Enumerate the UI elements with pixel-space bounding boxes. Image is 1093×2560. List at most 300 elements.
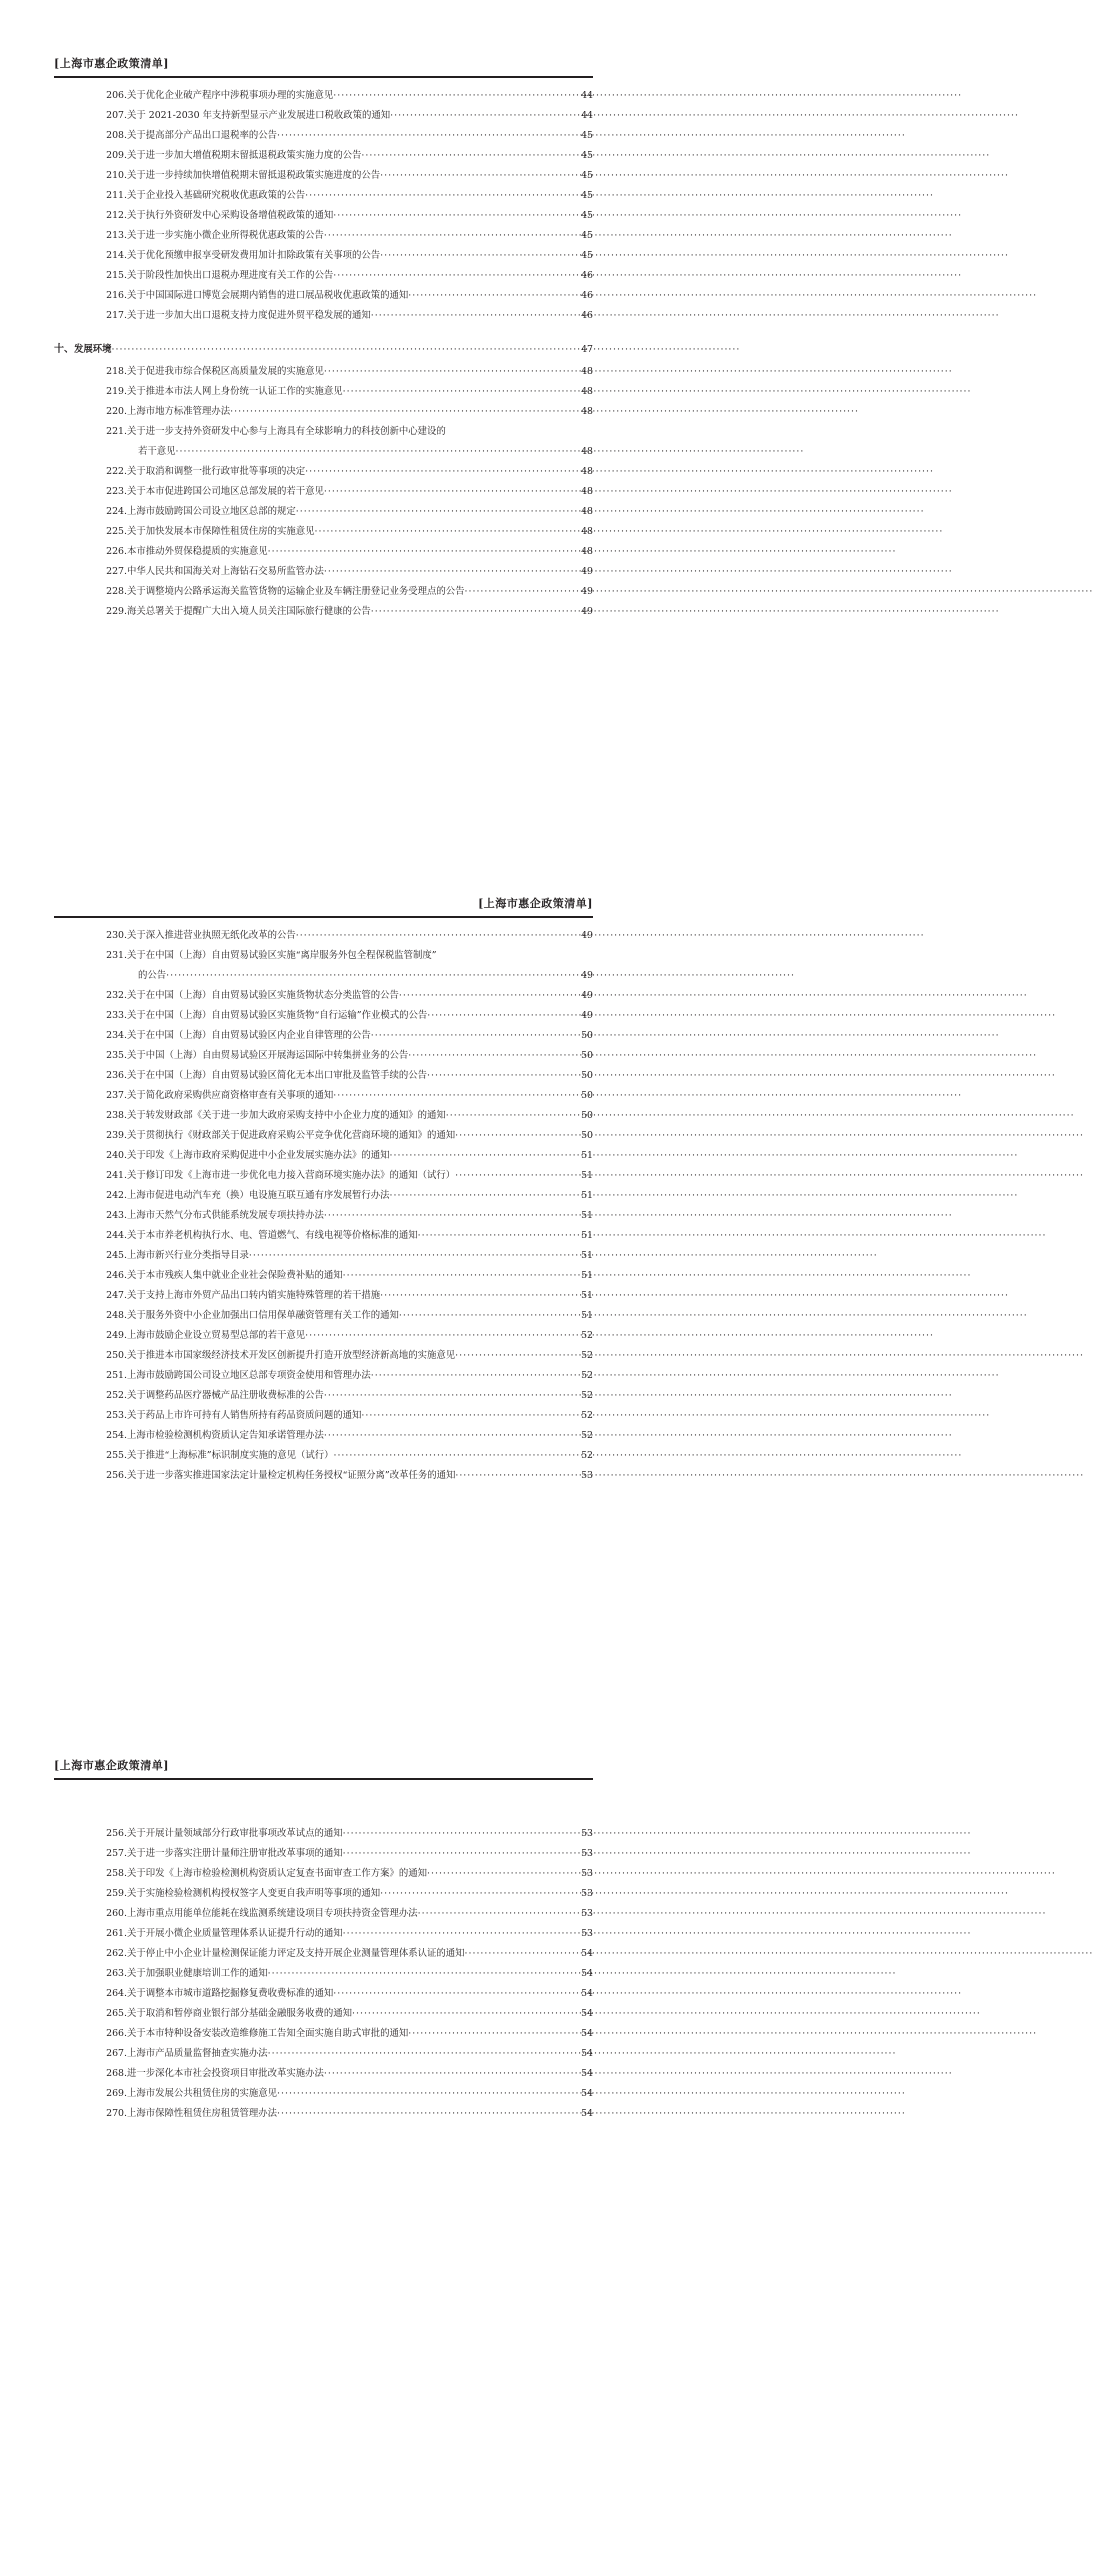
toc-entry-title: 关于进一步落实注册计量师注册审批改革事项的通知	[127, 1848, 343, 1859]
toc-entry-title: 关于简化政府采购供应商资格审查有关事项的通知	[127, 1090, 334, 1101]
toc-entry-title: 关于进一步实施小微企业所得税优惠政策的公告	[127, 230, 324, 241]
toc-entry	[54, 186, 593, 206]
toc-entry	[54, 562, 593, 582]
toc-entry-page: 53	[581, 1888, 593, 1899]
toc-entry-number: 221.	[106, 426, 127, 437]
toc-dot-leader	[361, 1406, 580, 1426]
toc-entry-title: 关于深入推进营业执照无纸化改革的公告	[127, 930, 296, 941]
toc-dot-leader	[455, 1166, 580, 1186]
toc-entry-number: 246.	[106, 1270, 127, 1281]
toc-entry-number: 268.	[106, 2068, 127, 2079]
toc-entry-title: 关于提高部分产品出口退税率的公告	[127, 130, 278, 141]
toc-entry-page: 48	[581, 446, 593, 457]
toc-entry	[54, 1126, 593, 1146]
toc-entry-page: 48	[581, 366, 593, 377]
toc-entry-title-cont: 若干意见	[138, 446, 176, 457]
toc-dot-leader	[371, 306, 580, 326]
toc-entry-title: 关于加强职业健康培训工作的通知	[127, 1968, 268, 1979]
toc-entry-number: 231.	[106, 950, 127, 961]
toc-entry-title: 关于在中国（上海）自由贸易试验区内企业自律管理的公告	[127, 1030, 371, 1041]
toc-dot-leader	[268, 1964, 580, 1984]
toc-entry	[54, 106, 593, 126]
toc-entry-number: 208.	[106, 130, 127, 141]
toc-entry	[54, 2064, 593, 2084]
toc-dot-leader	[390, 106, 580, 126]
toc-entry-title: 关于转发财政部《关于进一步加大政府采购支持中小企业力度的通知》的通知	[127, 1110, 446, 1121]
toc-entry-title: 中华人民共和国海关对上海钻石交易所监管办法	[127, 566, 324, 577]
toc-entry	[54, 1186, 593, 1206]
toc-dot-leader	[324, 362, 580, 382]
toc-entry-page: 46	[581, 290, 593, 301]
toc-entry-number: 251.	[106, 1370, 127, 1381]
toc-dot-leader	[176, 442, 581, 462]
toc-entry-number: 259.	[106, 1888, 127, 1899]
toc-entry	[54, 462, 593, 482]
toc-entry-number: 226.	[106, 546, 127, 557]
toc-dot-leader	[371, 602, 580, 622]
toc-entry-title: 关于进一步加大出口退税支持力度促进外贸平稳发展的通知	[127, 310, 371, 321]
toc-entry-number: 210.	[106, 170, 127, 181]
toc-entry-number: 217.	[106, 310, 127, 321]
toc-entry	[54, 1346, 593, 1366]
header-rule	[54, 1778, 593, 1780]
toc-entry-title: 上海市地方标准管理办法	[127, 406, 231, 417]
toc-entry-number: 233.	[106, 1010, 127, 1021]
toc-entry-number: 207.	[106, 110, 127, 121]
toc-dot-leader	[333, 86, 580, 106]
toc-entry-title: 关于推进本市国家级经济技术开发区创新提升打造开放型经济新高地的实施意见	[127, 1350, 456, 1361]
toc-entry-number: 227.	[106, 566, 127, 577]
toc-dot-leader	[427, 1066, 580, 1086]
toc-entry-title: 关于贯彻执行《财政部关于促进政府采购公平竞争优化营商环境的通知》的通知	[127, 1130, 456, 1141]
toc-entry	[54, 2044, 593, 2064]
toc-entry-number: 237.	[106, 1090, 127, 1101]
toc-entry-number: 213.	[106, 230, 127, 241]
toc-entry-page: 52	[581, 1370, 593, 1381]
toc-entry-page: 52	[581, 1330, 593, 1341]
toc-entry-title: 关于优化企业破产程序中涉税事项办理的实施意见	[127, 90, 334, 101]
toc-dot-leader	[380, 1884, 580, 1904]
toc-entry-page: 48	[581, 386, 593, 397]
toc-entry-page: 45	[581, 210, 593, 221]
toc-section-heading: 十、 发展环境 ····· 47	[54, 340, 593, 360]
toc-entry-title: 上海市检验检测机构资质认定告知承诺管理办法	[127, 1430, 324, 1441]
toc-entry-page: 46	[581, 310, 593, 321]
toc-entry-page: 52	[581, 1350, 593, 1361]
toc-entry	[54, 266, 593, 286]
toc-dot-leader	[249, 1246, 580, 1266]
toc-entry	[54, 1326, 593, 1346]
toc-entry	[54, 1884, 593, 1904]
toc-entry-page: 54	[581, 2048, 593, 2059]
toc-dot-leader	[343, 1924, 580, 1944]
toc-entry-page: 48	[581, 506, 593, 517]
toc-entry-title: 上海市天然气分布式供能系统发展专项扶持办法	[127, 1210, 324, 1221]
toc-entry	[54, 986, 593, 1006]
toc-entry	[54, 946, 593, 966]
toc-entry	[54, 1106, 593, 1126]
toc-entry-title: 关于服务外资中小企业加强出口信用保单融资管理有关工作的通知	[127, 1310, 399, 1321]
toc-entry-title: 本市推动外贸保稳提质的实施意见	[127, 546, 268, 557]
toc-entry-title: 关于修订印发《上海市进一步优化电力接入营商环境实施办法》的通知（试行）	[127, 1170, 456, 1181]
toc-entry-page: 51	[581, 1210, 593, 1221]
toc-entry-page: 48	[581, 486, 593, 497]
toc-entry	[54, 1046, 593, 1066]
toc-entry-page: 48	[581, 546, 593, 557]
toc-dot-leader	[324, 562, 580, 582]
toc-entry-page: 50	[581, 1070, 593, 1081]
toc-entry-number: 256.	[106, 1828, 127, 1839]
toc-entry-title: 关于在中国（上海）自由贸易试验区简化无本出口审批及监管手续的公告	[127, 1070, 428, 1081]
toc-entry	[54, 146, 593, 166]
toc-dot-leader	[380, 1286, 580, 1306]
toc-dot-leader	[343, 382, 580, 402]
toc-entry-number: 211.	[106, 190, 127, 201]
toc-entry-number: 255.	[106, 1450, 127, 1461]
toc-entry-page: 51	[581, 1310, 593, 1321]
toc-entry-page: 50	[581, 1050, 593, 1061]
toc-entry	[54, 402, 593, 422]
toc-entry-number: 260.	[106, 1908, 127, 1919]
toc-dot-leader	[455, 1466, 580, 1486]
toc-entry	[54, 1446, 593, 1466]
toc-entry	[54, 166, 593, 186]
toc-entry-page: 53	[581, 1828, 593, 1839]
toc-entry-number: 263.	[106, 1968, 127, 1979]
toc-dot-leader	[380, 166, 580, 186]
toc-entry	[54, 1824, 593, 1844]
toc-entry-title: 关于阶段性加快出口退税办理进度有关工作的公告	[127, 270, 334, 281]
toc-entry-number: 257.	[106, 1848, 127, 1859]
toc-entry-title: 关于取消和暂停商业银行部分基础金融服务收费的通知	[127, 2008, 353, 2019]
toc-entry-title-cont: 的公告	[138, 970, 167, 981]
toc-dot-leader	[343, 1844, 580, 1864]
toc-entry-number: 206.	[106, 90, 127, 101]
toc-entry-number: 225.	[106, 526, 127, 537]
toc-entry	[54, 206, 593, 226]
toc-entry-title: 关于取消和调整一批行政审批等事项的决定	[127, 466, 306, 477]
toc-entry	[54, 2084, 593, 2104]
toc-entry-page: 54	[581, 2028, 593, 2039]
toc-entry-page: 51	[581, 1170, 593, 1181]
toc-entry-title: 关于在中国（上海）自由贸易试验区实施货物状态分类监管的公告	[127, 990, 399, 1001]
toc-entry-number: 261.	[106, 1928, 127, 1939]
toc-list	[54, 362, 593, 622]
toc-entry-title: 关于停止中小企业计量检测保证能力评定及支持开展企业测量管理体系认证的通知	[127, 1948, 465, 1959]
toc-entry-page: 49	[581, 586, 593, 597]
toc-dot-leader	[446, 1106, 580, 1126]
toc-entry-page: 49	[581, 606, 593, 617]
toc-entry-title: 关于企业投入基础研究税收优惠政策的公告	[127, 190, 306, 201]
toc-entry	[54, 1426, 593, 1446]
toc-entry-page: 53	[581, 1908, 593, 1919]
toc-entry-page: 45	[581, 230, 593, 241]
toc-entry	[54, 1386, 593, 1406]
toc-entry-page: 51	[581, 1270, 593, 1281]
toc-entry-page: 44	[581, 90, 593, 101]
toc-entry-page: 54	[581, 2008, 593, 2019]
toc-entry-page: 45	[581, 150, 593, 161]
toc-entry	[54, 2004, 593, 2024]
toc-entry-number: 215.	[106, 270, 127, 281]
toc-dot-leader	[268, 542, 580, 562]
toc-dot-leader	[230, 402, 580, 422]
toc-entry-page: 54	[581, 1968, 593, 1979]
toc-entry	[54, 1466, 593, 1486]
toc-entry-page: 51	[581, 1150, 593, 1161]
toc-entry-number: 253.	[106, 1410, 127, 1421]
toc-entry-title: 上海市重点用能单位能耗在线监测系统建设项目专项扶持资金管理办法	[127, 1908, 418, 1919]
toc-entry	[54, 246, 593, 266]
toc-entry-number: 247.	[106, 1290, 127, 1301]
toc-entry-title: 上海市新兴行业分类指导目录	[127, 1250, 249, 1261]
toc-entry-page: 49	[581, 1010, 593, 1021]
toc-entry-page: 51	[581, 1250, 593, 1261]
toc-dot-leader	[324, 482, 580, 502]
toc-entry-page: 52	[581, 1450, 593, 1461]
toc-dot-leader	[324, 226, 580, 246]
toc-dot-leader	[324, 1386, 580, 1406]
toc-entry-title: 上海市鼓励企业设立贸易型总部的若干意见	[127, 1330, 306, 1341]
toc-entry-page: 54	[581, 2068, 593, 2079]
toc-entry-title: 关于本市特种设备安装改造维修施工告知全面实施自助式审批的通知	[127, 2028, 409, 2039]
toc-entry	[54, 1066, 593, 1086]
toc-entry-page: 53	[581, 1848, 593, 1859]
toc-entry-number: 258.	[106, 1868, 127, 1879]
toc-entry-title: 关于进一步加大增值税期末留抵退税政策实施力度的公告	[127, 150, 362, 161]
toc-entry	[54, 1984, 593, 2004]
toc-entry-page: 53	[581, 1928, 593, 1939]
toc-entry	[54, 1924, 593, 1944]
toc-entry-number: 254.	[106, 1430, 127, 1441]
toc-entry-page: 45	[581, 190, 593, 201]
toc-dot-leader	[352, 2004, 580, 2024]
toc-entry-title: 关于在中国（上海）自由贸易试验区实施货物“自行运输”作业模式的公告	[127, 1010, 428, 1021]
toc-entry-title: 关于本市养老机构执行水、电、管道燃气、有线电视等价格标准的通知	[127, 1230, 418, 1241]
toc-entry-number: 264.	[106, 1988, 127, 1999]
toc-entry-number: 269.	[106, 2088, 127, 2099]
toc-entry	[54, 422, 593, 442]
running-header: [上海市惠企政策清单]	[478, 897, 593, 910]
toc-entry-title: 关于本市促进跨国公司地区总部发展的若干意见	[127, 486, 324, 497]
toc-entry-number: 238.	[106, 1110, 127, 1121]
toc-entry	[54, 1246, 593, 1266]
toc-entry-title: 上海市鼓励跨国公司设立地区总部的规定	[127, 506, 296, 517]
toc-dot-leader	[333, 1446, 580, 1466]
toc-entry-number: 265.	[106, 2008, 127, 2019]
toc-entry-title: 关于实施检验检测机构授权签字人变更自我声明等事项的通知	[127, 1888, 381, 1899]
toc-entry	[54, 1904, 593, 1924]
toc-entry	[54, 542, 593, 562]
toc-entry-title: 关于开展小微企业质量管理体系认证提升行动的通知	[127, 1928, 343, 1939]
toc-entry	[54, 382, 593, 402]
toc-dot-leader	[277, 126, 580, 146]
toc-entry	[54, 362, 593, 382]
toc-entry-page: 48	[581, 466, 593, 477]
toc-entry	[54, 1266, 593, 1286]
toc-entry	[54, 522, 593, 542]
toc-dot-leader	[296, 926, 580, 946]
toc-entry-number: 235.	[106, 1050, 127, 1061]
toc-entry-title: 上海市发展公共租赁住房的实施意见	[127, 2088, 278, 2099]
toc-entry-title: 关于进一步落实推进国家法定计量检定机构任务授权“证照分离”改革任务的通知	[127, 1470, 456, 1481]
toc-dot-leader	[324, 1426, 580, 1446]
toc-entry-page: 49	[581, 970, 593, 981]
toc-entry-number: 209.	[106, 150, 127, 161]
toc-entry-number: 220.	[106, 406, 127, 417]
toc-entry	[54, 1406, 593, 1426]
toc-dot-leader	[390, 1146, 581, 1166]
toc-entry-title: 上海市保障性租赁住房租赁管理办法	[127, 2108, 278, 2119]
toc-dot-leader	[324, 2064, 580, 2084]
toc-entry-title: 关于调整本市城市道路挖掘修复费收费标准的通知	[127, 1988, 334, 1999]
toc-entry-title: 关于推进“上海标准”标识制度实施的意见（试行）	[127, 1450, 334, 1461]
toc-entry-page: 51	[581, 1190, 593, 1201]
toc-dot-leader	[427, 1864, 580, 1884]
toc-entry-title: 关于调整药品医疗器械产品注册收费标准的公告	[127, 1390, 324, 1401]
toc-dot-leader	[371, 1366, 580, 1386]
toc-entry	[54, 1006, 593, 1026]
toc-dot-leader	[333, 1984, 580, 2004]
toc-entry-number: 262.	[106, 1948, 127, 1959]
toc-dot-leader	[315, 522, 581, 542]
toc-dot-leader	[418, 1226, 580, 1246]
toc-page-2	[0, 896, 633, 1758]
toc-entry	[54, 1944, 593, 1964]
toc-entry-page: 52	[581, 1390, 593, 1401]
toc-entry-number: 219.	[106, 386, 127, 397]
toc-entry-number: 249.	[106, 1330, 127, 1341]
toc-entry-title: 关于 2021-2030 年支持新型显示产业发展进口税收政策的通知	[127, 110, 391, 121]
toc-entry-number: 241.	[106, 1170, 127, 1181]
toc-entry	[54, 926, 593, 946]
toc-entry-title: 关于优化预缴申报享受研发费用加计扣除政策有关事项的公告	[127, 250, 381, 261]
toc-dot-leader	[455, 1346, 580, 1366]
toc-entry-number: 234.	[106, 1030, 127, 1041]
toc-entry-title: 关于印发《上海市检验检测机构资质认定复查书面审查工作方案》的通知	[127, 1868, 428, 1879]
toc-entry	[54, 1306, 593, 1326]
toc-entry	[54, 1166, 593, 1186]
toc-dot-leader	[465, 582, 581, 602]
toc-entry-number: 229.	[106, 606, 127, 617]
toc-list	[54, 86, 593, 326]
toc-entry	[54, 1206, 593, 1226]
toc-dot-leader	[418, 1904, 580, 1924]
toc-entry-title: 关于开展计量领域部分行政审批事项改革试点的通知	[127, 1828, 343, 1839]
toc-entry-number: 250.	[106, 1350, 127, 1361]
toc-entry-page: 54	[581, 1948, 593, 1959]
toc-dot-leader	[399, 986, 580, 1006]
toc-dot-leader	[427, 1006, 580, 1026]
toc-entry-page: 45	[581, 170, 593, 181]
toc-entry-title: 上海市促进电动汽车充（换）电设施互联互通有序发展暂行办法	[127, 1190, 390, 1201]
toc-dot-leader	[333, 1086, 580, 1106]
toc-entry-title: 关于进一步持续加快增值税期末留抵退税政策实施进度的公告	[127, 170, 381, 181]
toc-entry-number: 248.	[106, 1310, 127, 1321]
toc-entry-number: 267.	[106, 2048, 127, 2059]
toc-entry-title: 关于进一步支持外资研发中心参与上海具有全球影响力的科技创新中心建设的	[127, 426, 446, 437]
toc-entry	[54, 1366, 593, 1386]
toc-entry-page: 46	[581, 270, 593, 281]
toc-dot-leader	[408, 2024, 580, 2044]
toc-entry-number: 236.	[106, 1070, 127, 1081]
toc-entry-page: 52	[581, 1410, 593, 1421]
toc-entry-title: 海关总署关于提醒广大出入境人员关注国际旅行健康的公告	[127, 606, 371, 617]
running-header: [上海市惠企政策清单]	[54, 1759, 169, 1772]
toc-entry-page: 49	[581, 566, 593, 577]
toc-entry	[54, 502, 593, 522]
toc-entry-title: 关于中国国际进口博览会展期内销售的进口展品税收优惠政策的通知	[127, 290, 409, 301]
toc-entry-title: 关于促进我市综合保税区高质量发展的实施意见	[127, 366, 324, 377]
toc-dot-leader	[455, 1126, 580, 1146]
toc-entry-number: 242.	[106, 1190, 127, 1201]
toc-entry-title: 关于药品上市许可持有人销售所持有药品资质问题的通知	[127, 1410, 362, 1421]
toc-entry	[54, 1026, 593, 1046]
toc-entry	[54, 482, 593, 502]
toc-entry-title: 上海市产品质量监督抽查实施办法	[127, 2048, 268, 2059]
toc-entry-number: 239.	[106, 1130, 127, 1141]
toc-entry	[54, 306, 593, 326]
toc-entry	[54, 1086, 593, 1106]
toc-dot-leader	[361, 146, 580, 166]
toc-entry-page: 45	[581, 130, 593, 141]
toc-page-1	[0, 0, 633, 860]
toc-entry	[54, 582, 593, 602]
toc-entry-number: 214.	[106, 250, 127, 261]
toc-entry-title: 上海市鼓励跨国公司设立地区总部专项资金使用和管理办法	[127, 1370, 371, 1381]
toc-entry-number: 224.	[106, 506, 127, 517]
toc-entry-title: 关于加快发展本市保障性租赁住房的实施意见	[127, 526, 315, 537]
toc-dot-leader	[296, 502, 580, 522]
toc-dot-leader	[333, 266, 580, 286]
toc-entry	[54, 2104, 593, 2124]
toc-dot-leader	[408, 286, 580, 306]
toc-entry-page: 44	[581, 110, 593, 121]
toc-entry	[54, 602, 593, 622]
toc-entry-number: 232.	[106, 990, 127, 1001]
toc-dot-leader	[166, 966, 580, 986]
toc-entry-number: 252.	[106, 1390, 127, 1401]
toc-entry	[54, 126, 593, 146]
toc-entry	[54, 226, 593, 246]
toc-dot-leader	[305, 186, 580, 206]
toc-entry-page: 52	[581, 1430, 593, 1441]
running-header: [上海市惠企政策清单]	[54, 57, 169, 70]
toc-entry-title: 进一步深化本市社会投资项目审批改革实施办法	[127, 2068, 324, 2079]
toc-entry-page: 50	[581, 1090, 593, 1101]
toc-entry-number: 240.	[106, 1150, 127, 1161]
toc-entry-number: 228.	[106, 586, 127, 597]
toc-entry	[54, 86, 593, 106]
toc-entry-number: 223.	[106, 486, 127, 497]
toc-dot-leader	[305, 462, 580, 482]
toc-entry-title: 关于执行外资研发中心采购设备增值税政策的通知	[127, 210, 334, 221]
toc-entry-page: 53	[581, 1868, 593, 1879]
toc-dot-leader	[408, 1046, 580, 1066]
toc-entry	[54, 286, 593, 306]
toc-entry-number: 244.	[106, 1230, 127, 1241]
toc-dot-leader	[324, 1206, 580, 1226]
toc-dot-leader	[277, 2104, 580, 2124]
toc-dot-leader	[390, 1186, 581, 1206]
toc-entry-page: 53	[581, 1470, 593, 1481]
toc-entry	[54, 1844, 593, 1864]
toc-entry-title: 关于调整境内公路承运海关监管货物的运输企业及车辆注册登记业务受理点的公告	[127, 586, 465, 597]
toc-entry-title: 关于本市残疾人集中就业企业社会保险费补贴的通知	[127, 1270, 343, 1281]
toc-entry-page: 50	[581, 1030, 593, 1041]
toc-entry-number: 212.	[106, 210, 127, 221]
toc-dot-leader	[343, 1824, 580, 1844]
